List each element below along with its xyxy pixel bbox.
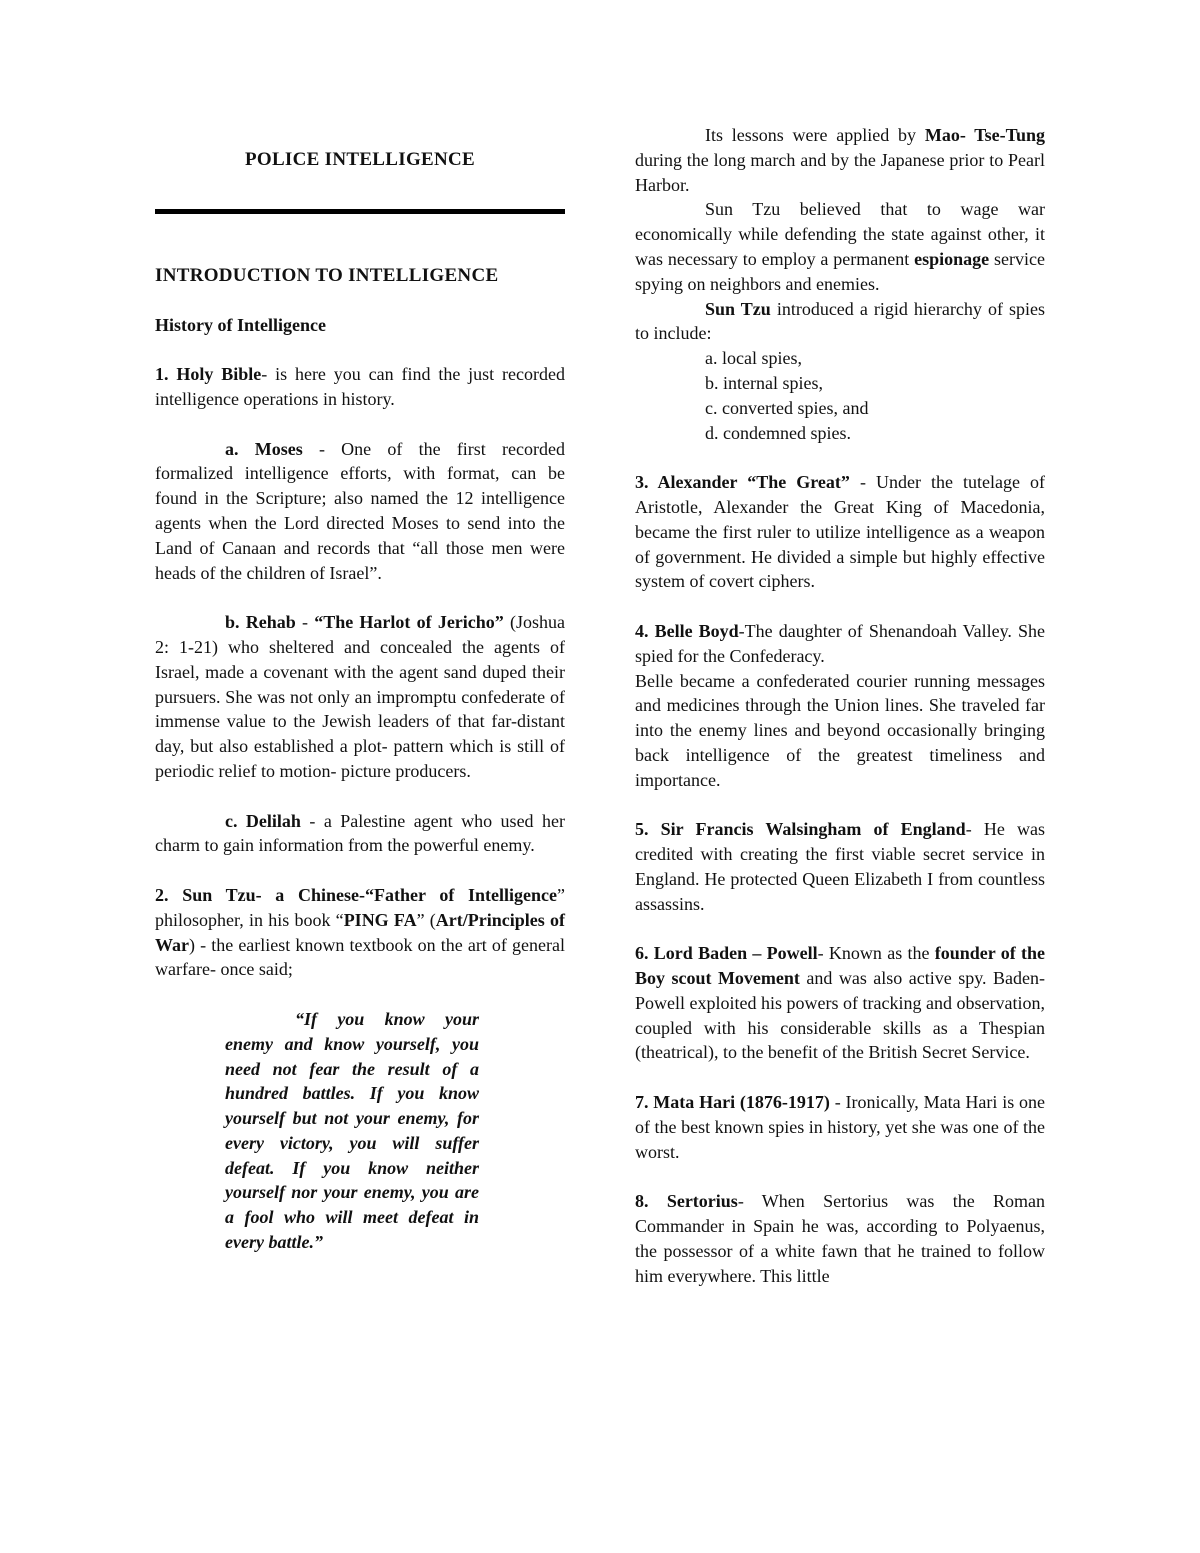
paragraph-espionage-a: Sun Tzu believed that to wage war economically while defending the state against other, it was necessary to employ a permanent	[635, 199, 1045, 269]
list-item: c. converted spies, and	[705, 397, 869, 418]
item-delilah-text: - a Palestine agent who used her charm to gain information from the powerful enemy.	[155, 810, 565, 856]
item-rehab-nickname: “The Harlot of Jericho”	[314, 612, 504, 633]
item-sun-tzu-book-en: Art/Principles of War	[155, 909, 565, 955]
item-rehab	[155, 610, 565, 784]
item-mata-hari-text: - Ironically, Mata Hari is one of the best known spies in history, yet she was one of the worst.	[635, 1092, 1045, 1162]
paragraph-mao-a: Its lessons were applied by	[705, 125, 925, 145]
item-walsingham-label: 5. Sir Francis Walsingham of England	[635, 819, 966, 840]
paragraph-mao-b: Mao- Tse-Tung	[924, 125, 1045, 145]
item-sun-tzu-text3: ) - the earliest known textbook on the art of general warfare- once said;	[155, 934, 565, 980]
list-item: b. internal spies,	[705, 372, 823, 393]
item-holy-bible-label: 1. Holy Bible	[155, 364, 262, 385]
item-sertorius-label: 8. Sertorius	[635, 1191, 738, 1212]
item-moses	[155, 437, 565, 586]
item-baden-powell-text1: - Known as the	[817, 943, 935, 964]
item-belle-boyd-cont: Belle became a confederated courier running messages and medicines through the Union lines. She traveled far into the enemy lines and beyond occasionally bringing back intelligence of the greatest timeliness and importance.	[635, 670, 1045, 790]
paragraph-hierarchy-b: introduced a rigid hierarchy of spies to include:	[635, 298, 1045, 344]
paragraph-hierarchy	[635, 297, 1045, 347]
item-sun-tzu-text1: ” philosopher, in his book “	[155, 884, 565, 930]
subheading: History of Intelligence	[155, 314, 326, 335]
item-holy-bible	[155, 362, 565, 412]
item-alexander-label: 3. Alexander “The Great”	[635, 472, 850, 493]
paragraph-espionage-c: service spying on neighbors and enemies.	[635, 248, 1045, 294]
title-divider	[155, 209, 565, 214]
item-delilah	[155, 809, 565, 859]
item-delilah-label: c. Delilah	[225, 810, 301, 831]
document-title: POLICE INTELLIGENCE	[244, 149, 476, 170]
item-sun-tzu	[155, 883, 565, 982]
paragraph-espionage-b: espionage	[914, 248, 990, 269]
item-sertorius-text: - When Sertorius was the Roman Commander in Spain he was, according to Polyaenus, the possessor of a white fawn that he trained to follow him everywhere. This little	[635, 1191, 1045, 1286]
paragraph-mao-c: during the long march and by the Japanese prior to Pearl Harbor.	[635, 149, 1045, 195]
spies-list	[635, 346, 1045, 445]
item-baden-powell-text2: and was also active spy. Baden- Powell exploited his powers of tracking and observation, coupled with his considerable skills as a Thespian (theatrical), to the benefit of the British Secret Service.	[635, 968, 1045, 1063]
item-belle-boyd-label: 4. Belle Boyd	[635, 620, 739, 641]
list-item: a. local spies,	[705, 348, 802, 369]
paragraph-hierarchy-a: Sun Tzu	[705, 298, 771, 319]
item-sertorius	[635, 1189, 1045, 1288]
list-item: d. condemned spies.	[705, 422, 851, 443]
item-alexander-text: - Under the tutelage of Aristotle, Alexander the Great King of Macedonia, became the first ruler to utilize intelligence as a weapon of government. He divided a simple but highly effective system of covert ciphers.	[635, 472, 1045, 592]
item-rehab-dash: -	[295, 612, 315, 633]
item-belle-boyd	[635, 619, 1045, 669]
item-baden-powell-label: 6. Lord Baden – Powell	[635, 943, 818, 964]
item-sun-tzu-text2: ” (	[416, 909, 436, 930]
item-sun-tzu-book: PING FA	[343, 909, 417, 930]
item-baden-powell	[635, 941, 1045, 1065]
item-moses-label: a. Moses	[225, 438, 303, 459]
item-rehab-label: b. Rehab	[225, 612, 296, 633]
item-holy-bible-text: - is here you can find the just recorded intelligence operations in history.	[155, 364, 565, 409]
item-belle-boyd-text: -The daughter of Shenandoah Valley. She spied for the Confederacy.	[635, 620, 1045, 666]
item-rehab-text: (Joshua 2: 1-21) who sheltered and concealed the agents of Israel, made a covenant with the agent sand duped their pursuers. She was not only an impromptu confederate of immense value to the Jewish leaders of that far-distant day, but also established a plot- pattern which is still of periodic relief to motion- picture producers.	[155, 612, 566, 781]
item-walsingham	[635, 817, 1045, 916]
item-walsingham-text: - He was credited with creating the first viable secret service in England. He protected Queen Elizabeth I from countless assassins.	[635, 819, 1045, 914]
section-heading: INTRODUCTION TO INTELLIGENCE	[155, 264, 499, 286]
sun-tzu-quote: “If you know your enemy and know yourself, you need not fear the result of a hundred battles. If you know yourself but not your enemy, for every victory, you will suffer defeat. If you know neither yourself nor your enemy, you are a fool who will meet defeat in every battle.”	[225, 1008, 479, 1253]
item-alexander	[635, 470, 1045, 594]
item-baden-powell-bold: founder of the Boy scout Movement	[635, 943, 1045, 989]
left-column	[155, 118, 565, 1255]
item-moses-text: - One of the first recorded formalized intelligence efforts, with format, can be found in the Scripture; also named the 12 intelligence agents when the Lord directed Moses to send into the Land of Canaan and records that “all those men were heads of the children of Israel”.	[155, 438, 565, 583]
item-mata-hari-label: 7. Mata Hari (1876-1917)	[635, 1092, 830, 1113]
item-mata-hari	[635, 1090, 1045, 1164]
paragraph-espionage	[635, 197, 1045, 296]
paragraph-mao	[635, 123, 1045, 197]
right-column	[635, 123, 1045, 1288]
item-sun-tzu-label: 2. Sun Tzu- a Chinese-“Father of Intelligence	[155, 884, 557, 905]
